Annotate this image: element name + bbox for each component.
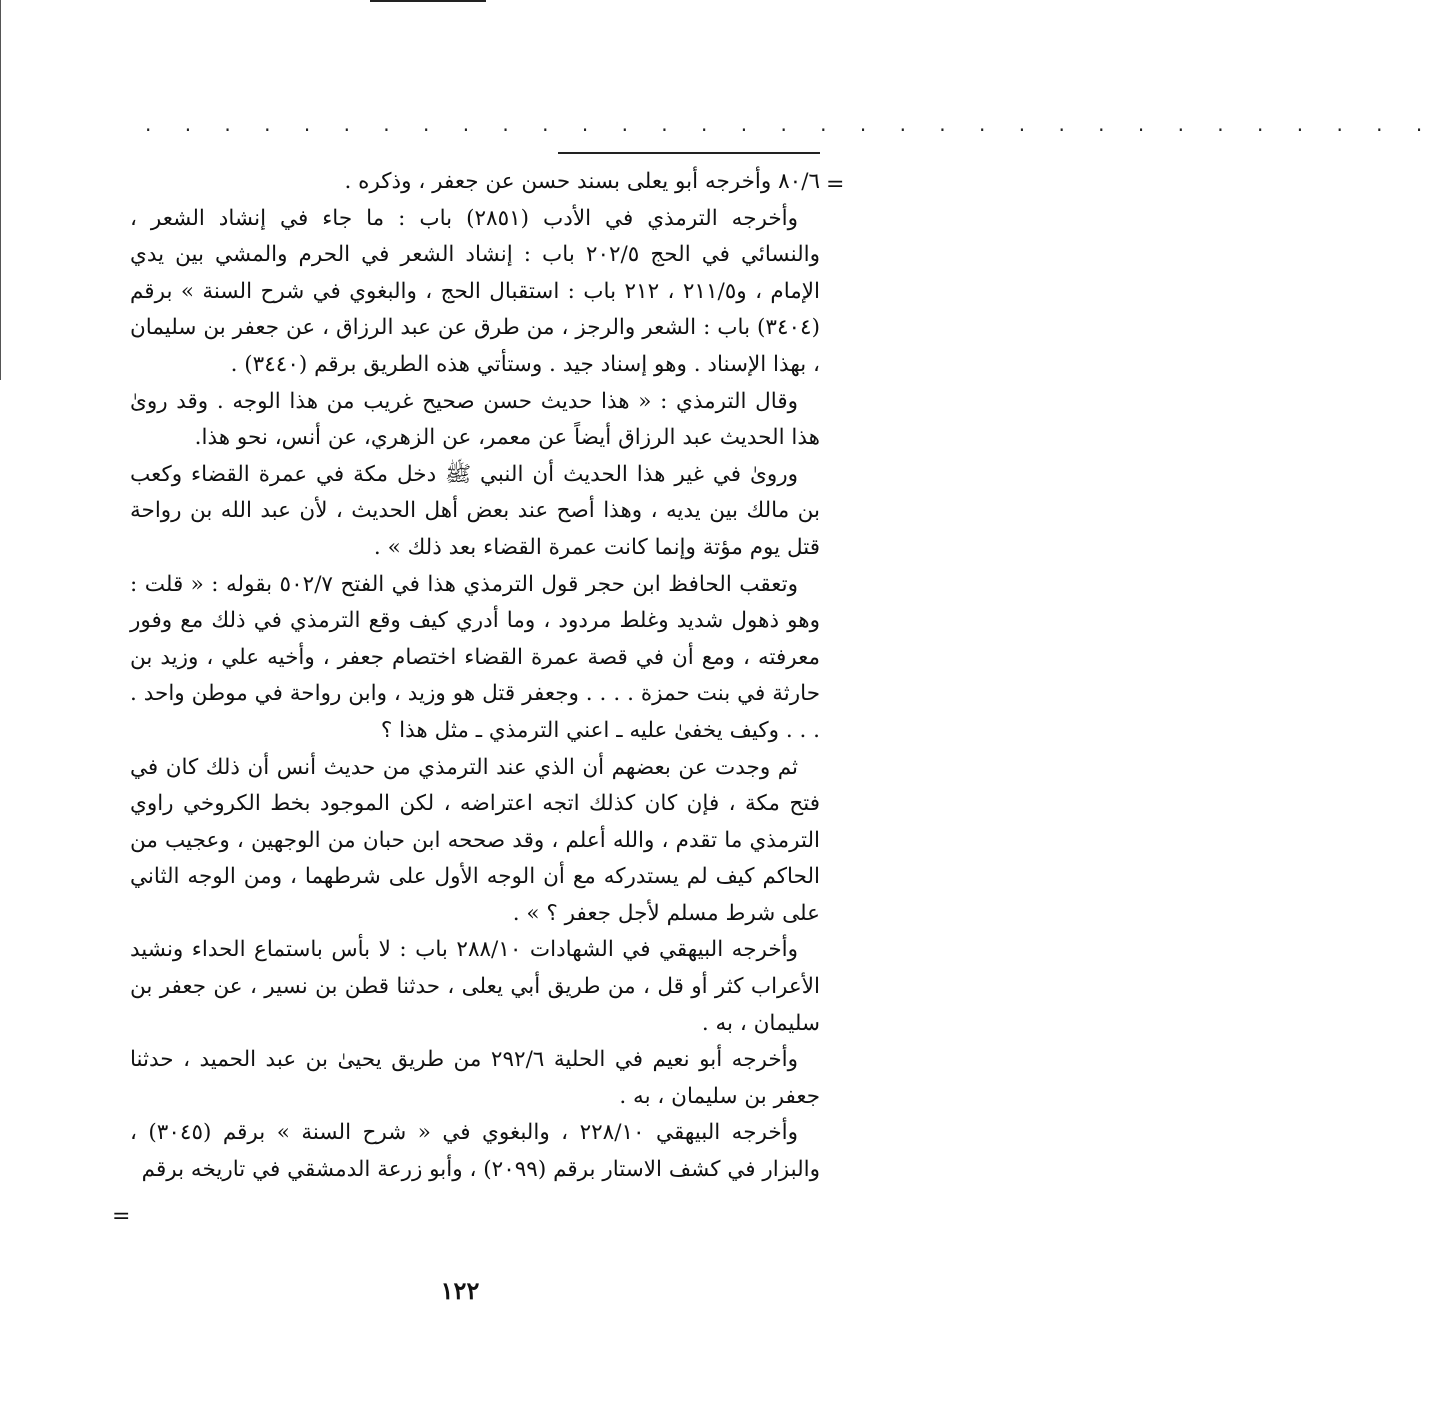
footnote-paragraph: ثم وجدت عن بعضهم أن الذي عند الترمذي من حديث أنس أن ذلك كان في فتح مكة ، فإن كان كذلك اتجه اعتراضه ، لكن الموجود بخط الكروخي راوي الترمذي ما تقدم ، والله أعلم ، وقد صححه ابن حبان من الوجهين ، وعجيب من الحاكم كيف لم يستدركه مع أن الوجه الأول على شرطهما ، ومن الوجه الثاني على شرط مسلم لأجل جعفر ؟ » . (130, 754, 820, 926)
footnote-text (130, 164, 820, 1189)
footnote-paragraph: وأخرجه الترمذي في الأدب (٢٨٥١) باب : ما جاء في إنشاد الشعر ، والنسائي في الحج ٢٠٢/٥ باب : إنشاد الشعر في الحرم والمشي بين يدي الإمام ، و٢١١/٥ ، ٢١٢ باب : استقبال الحج ، والبغوي في شرح السنة » برقم (٣٤٠٤) باب : الشعر والرجز ، من طرق عن عبد الرزاق ، عن جعفر بن سليمان ، بهذا الإسناد . وهو إسناد جيد . وستأتي هذه الطريق برقم (٣٤٤٠) . (130, 205, 821, 377)
separator-dots: . . . . . . . . . . . . . . . . . . . . . . . . . . . . . . . . . (145, 112, 1436, 136)
footnote-paragraph: وقال الترمذي : « هذا حديث حسن صحيح غريب من هذا الوجه . وقد روىٰ هذا الحديث عبد الرزاق أيضاً عن معمر، عن الزهري، عن أنس، نحو هذا. (130, 388, 820, 451)
left-margin-mark (0, 0, 1, 380)
footnote-paragraph: ٨٠/٦ وأخرجه أبو يعلى بسند حسن عن جعفر ، وذكره . (344, 169, 820, 194)
continuation-mark: = (826, 172, 845, 197)
footnote-rule (558, 152, 820, 154)
footnote-paragraph: وأخرجه البيهقي في الشهادات ٢٨٨/١٠ باب : لا بأس باستماع الحداء ونشيد الأعراب كثر أو قل ، من طريق أبي يعلى ، حدثنا قطن بن نسير ، عن جعفر بن سليمان ، به . (130, 937, 820, 1036)
footnote-paragraph: وأخرجه البيهقي ٢٢٨/١٠ ، والبغوي في « شرح السنة » برقم (٣٠٤٥) ، والبزار في كشف الاستار برقم (٢٠٩٩) ، وأبو زرعة الدمشقي في تاريخه برقم (130, 1120, 820, 1183)
footnote-paragraph: وأخرجه أبو نعيم في الحلية ٢٩٢/٦ من طريق يحيىٰ بن عبد الحميد ، حدثنا جعفر بن سليمان ، به . (130, 1047, 820, 1109)
trailing-continuation-mark: = (112, 1204, 131, 1229)
top-rule (370, 0, 486, 2)
footnote-paragraph: وتعقب الحافظ ابن حجر قول الترمذي هذا في الفتح ٥٠٢/٧ بقوله : « قلت : وهو ذهول شديد وغلط مردود ، وما أدري كيف وقع الترمذي في ذلك مع وفور معرفته ، ومع أن في قصة عمرة القضاء اختصام جعفر ، وأخيه علي ، وزيد بن حارثة في بنت حمزة . . . . وجعفر قتل هو وزيد ، وابن رواحة في موطن واحد . . . . وكيف يخفىٰ عليه ـ اعني الترمذي ـ مثل هذا ؟ (130, 571, 820, 743)
footnote-paragraph: وروىٰ في غير هذا الحديث أن النبي ﷺ دخل مكة في عمرة القضاء وكعب بن مالك بين يديه ، وهذا أصح عند بعض أهل الحديث ، لأن عبد الله بن رواحة قتل يوم مؤتة وإنما كانت عمرة القضاء بعد ذلك » . (130, 461, 820, 560)
page-number: ١٢٢ (440, 1276, 480, 1305)
